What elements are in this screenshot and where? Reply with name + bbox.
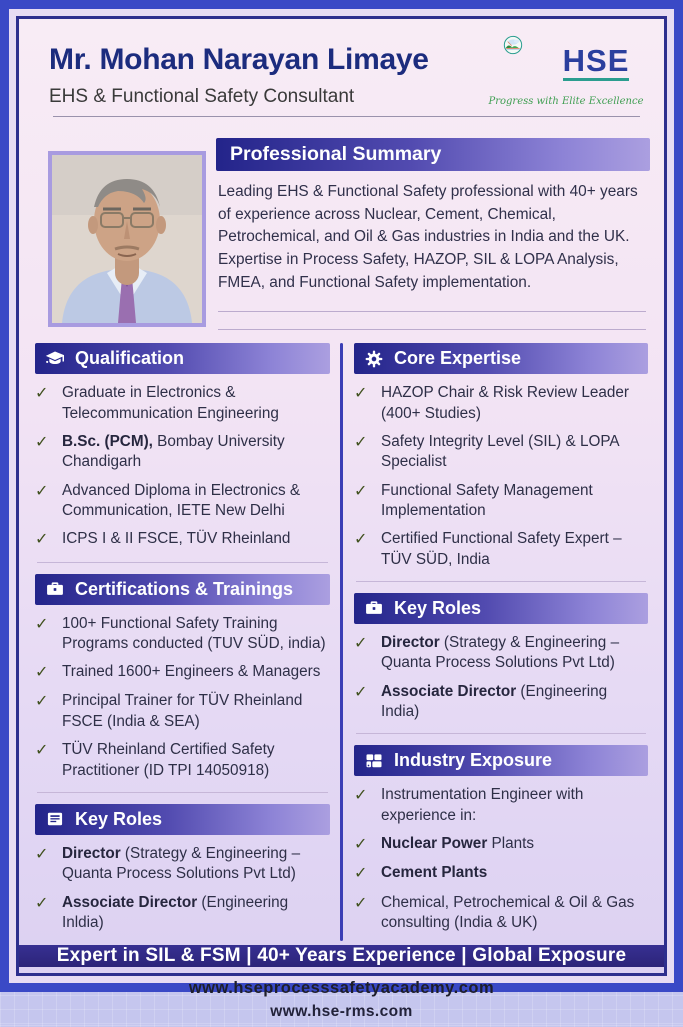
logo-tagline: Progress with Elite Excellence <box>488 96 644 107</box>
section-item-list <box>35 844 330 933</box>
check-icon: ✓ <box>354 865 368 883</box>
summary-heading: Professional Summary <box>230 143 442 165</box>
summary-text: Leading EHS & Functional Safety professional with 40+ years of experience across Nuclear, Cement, Chemical, Petrochemical, and Oil & Gas industries in India and the UK. Expertise in Process Safety, HAZOP, SIL & LOPA Analysis, FMEA, and Functional Safety implementation. <box>218 183 638 291</box>
section-industry-exposure <box>354 745 648 933</box>
left-column <box>33 343 340 941</box>
check-icon: ✓ <box>354 683 368 701</box>
list-item <box>35 740 330 781</box>
check-icon: ✓ <box>35 845 49 863</box>
website-url-primary: www.hseprocesssafetyacademy.com <box>188 979 495 998</box>
list-item <box>354 785 648 826</box>
list-item-text: Nuclear Power Plants <box>381 835 535 853</box>
list-item <box>354 481 648 522</box>
header <box>33 27 650 123</box>
list-item-text: Safety Integrity Level (SIL) & LOPA Specialist <box>381 432 619 471</box>
list-item <box>35 529 330 550</box>
card-inner <box>16 16 667 1021</box>
list-item <box>354 834 648 855</box>
list-item <box>354 633 648 674</box>
list-item <box>35 893 330 934</box>
list-item <box>35 844 330 885</box>
list-item-text: Associate Director (Engineering India) <box>381 682 608 720</box>
list-item <box>35 691 330 732</box>
logo-text: HSE <box>563 45 630 81</box>
footer-banner-text: Expert in SIL & FSM | 40+ Years Experience | Global Exposure <box>56 945 627 967</box>
briefcase-icon <box>45 579 65 599</box>
check-icon: ✓ <box>35 664 49 682</box>
section-header-bar <box>35 804 330 835</box>
list-item-text: Advanced Diploma in Electronics & Communication, IETE New Delhi <box>62 481 301 519</box>
person-title: EHS & Functional Safety Consultant <box>49 86 355 107</box>
check-icon: ✓ <box>354 531 368 549</box>
check-icon: ✓ <box>35 693 49 711</box>
list-item-text: Trained 1600+ Engineers & Managers <box>62 663 321 681</box>
section-title: Key Roles <box>75 808 163 829</box>
list-item-text: Chemical, Petrochemical & Oil & Gas consulting (India & UK) <box>381 893 635 931</box>
portrait-photo <box>48 151 206 327</box>
header-divider <box>53 116 640 117</box>
list-item-text: B.Sc. (PCM), Bombay University Chandigarh <box>62 432 285 471</box>
list-item-text: Graduate in Electronics & Telecommunication Engineering <box>62 384 279 422</box>
ruled-line <box>218 311 646 312</box>
section-title: Certifications & Trainings <box>75 578 294 599</box>
list-item <box>354 893 648 934</box>
section-title: Core Expertise <box>394 348 522 369</box>
section-separator <box>356 733 646 734</box>
list-item-text: ICPS I & II FSCE, TÜV Rheinland <box>62 530 291 548</box>
section-title: Industry Exposure <box>394 750 553 771</box>
check-icon: ✓ <box>35 385 49 403</box>
check-icon: ✓ <box>354 787 368 805</box>
id-card-icon <box>45 809 65 829</box>
list-item-text: Cement Plants <box>381 864 488 882</box>
section-separator <box>37 562 328 563</box>
list-item-text: Instrumentation Engineer with experience in: <box>381 786 584 824</box>
check-icon: ✓ <box>35 615 49 633</box>
check-icon: ✓ <box>354 482 368 500</box>
list-item-text: HAZOP Chair & Risk Review Leader (400+ Studies) <box>381 384 629 422</box>
check-icon: ✓ <box>354 385 368 403</box>
check-icon: ✓ <box>354 433 368 451</box>
section-key-roles <box>35 804 330 933</box>
summary-section <box>216 138 650 330</box>
company-logo <box>486 35 646 107</box>
section-key-roles <box>354 593 648 722</box>
section-certifications-trainings <box>35 574 330 781</box>
right-column <box>343 343 650 941</box>
section-item-list <box>35 614 330 781</box>
check-icon: ✓ <box>35 894 49 912</box>
section-qualification <box>35 343 330 550</box>
check-icon: ✓ <box>35 531 49 549</box>
list-item <box>35 481 330 522</box>
section-item-list <box>354 633 648 722</box>
graduation-cap-icon <box>45 349 65 369</box>
list-item-text: Principal Trainer for TÜV Rheinland FSCE (India & SEA) <box>62 692 303 730</box>
footer-banner <box>19 945 664 967</box>
section-header-bar <box>35 574 330 605</box>
section-title: Qualification <box>75 348 185 369</box>
section-header-bar <box>354 343 648 374</box>
footer-urls <box>33 967 650 1027</box>
main-columns <box>33 343 650 941</box>
section-header-bar <box>354 593 648 624</box>
website-url-secondary: www.hse-rms.com <box>270 1003 413 1021</box>
list-item <box>354 863 648 884</box>
section-item-list <box>35 383 330 550</box>
check-icon: ✓ <box>35 433 49 451</box>
check-icon: ✓ <box>354 634 368 652</box>
section-item-list <box>354 785 648 933</box>
list-item-text: Functional Safety Management Implementation <box>381 481 593 519</box>
check-icon: ✓ <box>354 836 368 854</box>
section-separator <box>356 581 646 582</box>
hills-landscape-icon <box>503 35 559 91</box>
summary-heading-bar <box>216 138 650 171</box>
section-header-bar <box>354 745 648 776</box>
list-item-text: Associate Director (Engineering Inldia) <box>62 893 289 931</box>
list-item-text: Director (Strategy & Engineering – Quanta Process Solutions Pvt Ltd) <box>381 633 620 672</box>
ruled-line <box>218 329 646 330</box>
list-item <box>354 432 648 473</box>
section-item-list <box>354 383 648 570</box>
list-item <box>35 432 330 473</box>
summary-row <box>33 138 650 330</box>
list-item <box>35 662 330 683</box>
check-icon: ✓ <box>354 894 368 912</box>
check-icon: ✓ <box>35 482 49 500</box>
blocks-icon <box>364 751 384 771</box>
section-title: Key Roles <box>394 597 482 618</box>
list-item-text: TÜV Rheinland Certified Safety Practitioner (ID TPI 14050918) <box>62 741 275 779</box>
gear-icon <box>364 349 384 369</box>
check-icon: ✓ <box>35 742 49 760</box>
list-item <box>35 383 330 424</box>
list-item-text: 100+ Functional Safety Training Programs conducted (TUV SÜD, india) <box>62 614 326 652</box>
list-item-text: Certified Functional Safety Expert – TÜV SÜD, India <box>381 530 622 568</box>
section-header-bar <box>35 343 330 374</box>
list-item <box>354 383 648 424</box>
briefcase-icon <box>364 598 384 618</box>
person-name: Mr. Mohan Narayan Limaye <box>49 43 429 76</box>
list-item <box>35 614 330 655</box>
list-item <box>354 529 648 570</box>
section-core-expertise <box>354 343 648 570</box>
list-item <box>354 682 648 723</box>
section-separator <box>37 792 328 793</box>
list-item-text: Director (Strategy & Engineering – Quanta Process Solutions Pvt Ltd) <box>62 844 301 883</box>
